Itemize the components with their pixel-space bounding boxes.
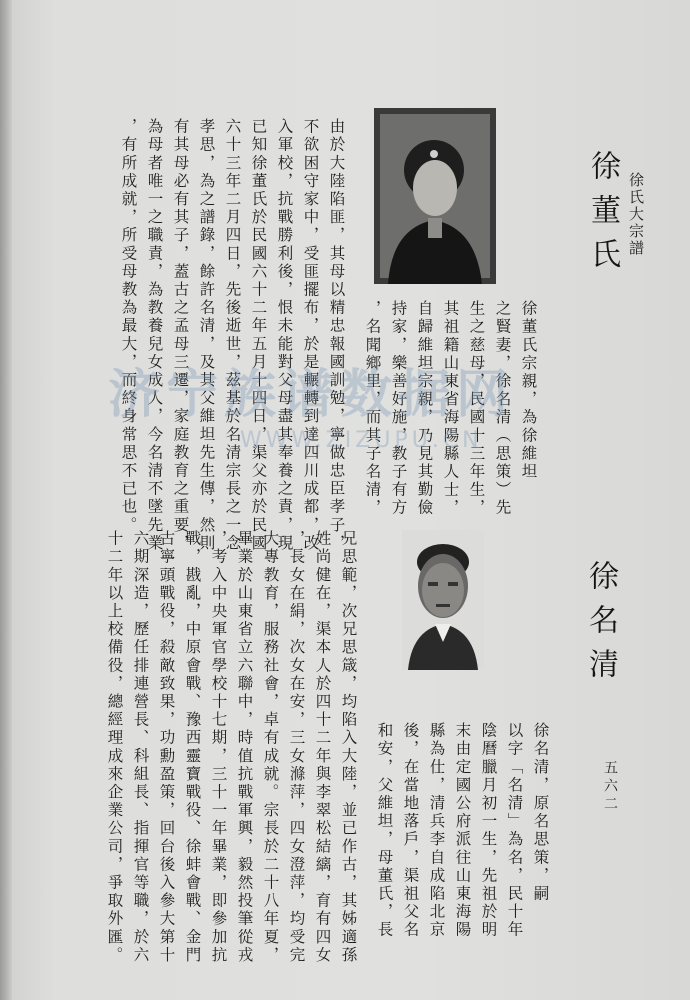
text-column: 大專教育，服務社會，卓有成就。宗長於二十八年夏，: [261, 530, 280, 965]
text-column: ，有所成就，所受母教為最大，而終身常思不已也。: [119, 118, 138, 535]
text-column: 已知徐董氏於民國六十二年五月十四日，渠父亦於民國: [249, 118, 268, 553]
text-column: 和安，父維坦，母董氏，長: [375, 722, 394, 940]
text-column: 姓尚健在，渠本人於四十二年與李翠松結縭，育有四女: [313, 530, 332, 965]
watermark-text: 济宁族谱数据网: [108, 365, 515, 425]
text-column: ，考入中央軍官學校十七期，三十一年畢業，即參加抗: [209, 530, 228, 965]
text-column: 畢業於山東省立六聯中，時值抗戰軍興，毅然投筆從戎: [235, 530, 254, 965]
text-column: 戰，戡亂，中原會戰、豫西靈寶戰役、徐蚌會戰、金門: [183, 530, 202, 965]
text-column: 兄思範，次兄思箴，均陷入大陸，並已作古，其姊適孫: [339, 530, 358, 965]
text-column: 其祖籍山東省海陽縣人士，: [441, 300, 460, 518]
text-column: 自歸維坦宗親，乃見其勤儉: [415, 300, 434, 518]
portrait-photo-xu-dong: [374, 108, 496, 284]
text-column: 十二年以上校備役，總經理成來企業公司，爭取外匯。: [105, 530, 124, 965]
book-spine-shadow: [0, 0, 12, 1000]
text-column: 徐董氏宗親，為徐維坦: [519, 300, 538, 481]
text-column: 生之慈母，民國十三年生，: [467, 300, 486, 518]
page-number: 五六二: [602, 760, 618, 814]
text-column: 六期深造，歷任排連營長、科組長、指揮官等職，於六: [131, 530, 150, 965]
text-column: 陰曆臘月初一生，先祖於明: [479, 722, 498, 940]
text-column: 六十三年二月四日，先後逝世，茲基於名清宗長之一念: [223, 118, 242, 553]
text-column: 後，在當地落戶，渠祖父名: [401, 722, 420, 940]
watermark-url: WWW.ZIZUPU.CN: [240, 428, 483, 453]
text-column: 有其母必有其子，蓋古之孟母三遷，家庭教育之重要，: [171, 118, 190, 553]
text-column: 末由定國公府派往山東海陽: [453, 722, 472, 940]
text-column: 由於大陸陷匪，其母以精忠報國訓勉，寧做忠臣孝子，: [327, 118, 346, 553]
text-column: 縣為仕，清兵李自成陷北京: [427, 722, 446, 940]
text-column: 孝思，為之譜錄，餘許名清，及其父維坦先生傳，然則: [197, 118, 216, 553]
section-title-xu-mingqing: 徐名清: [583, 560, 618, 692]
portrait-photo-xu-mingqing: [402, 530, 484, 670]
text-column: 以字「名清」為名，民十年: [505, 722, 524, 940]
running-header: 徐氏大宗譜: [627, 172, 645, 257]
text-column: 徐名清，原名思策，嗣: [531, 722, 550, 903]
section-title-xu-dong: 徐董氏: [585, 150, 620, 282]
text-column: 入軍校，抗戰勝利後，恨未能對父母盡其奉養之責，現: [275, 118, 294, 553]
text-column: 古寧頭戰役，殺敵致果，功勳盈策，回台後入參大第十: [157, 530, 176, 965]
text-column: 之賢妻，徐名清（思策）先: [493, 300, 512, 518]
text-column: 不欲困守家中，受匪擺布，於是輾轉到達四川成都，改: [301, 118, 320, 553]
text-column: 為母者唯一之職責，為教養兒女成人，今名清不墜先業: [145, 118, 164, 553]
text-column: ，名聞鄉里，而其子名清，: [363, 300, 382, 518]
text-column: 持家，樂善好施，教子有方: [389, 300, 408, 518]
text-column: ，長女在絹，次女在安，三女滌萍，四女澄萍，均受完: [287, 530, 306, 965]
